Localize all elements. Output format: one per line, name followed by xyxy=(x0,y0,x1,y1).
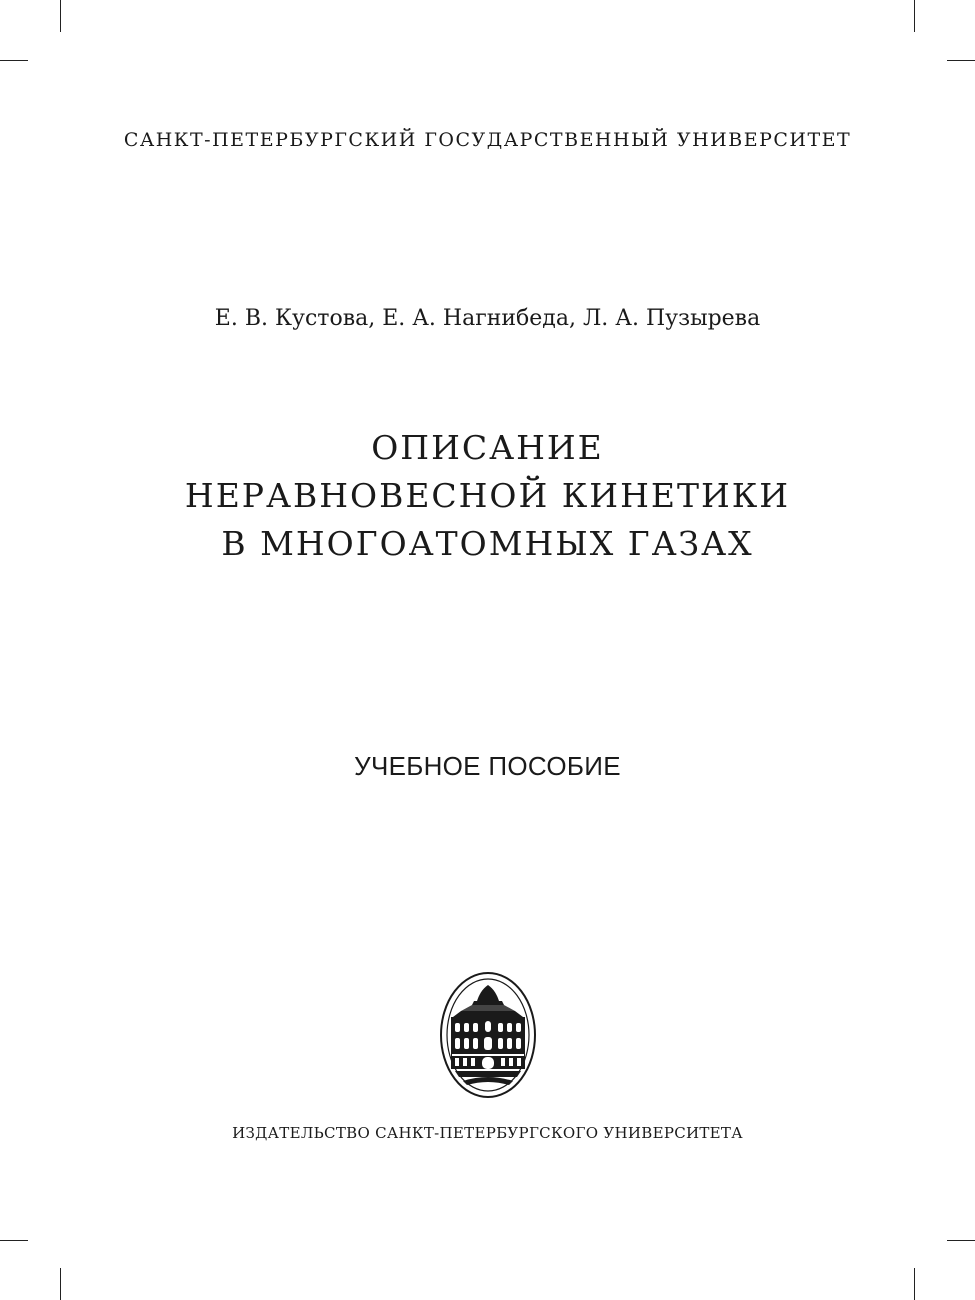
crop-mark-top-right-horizontal xyxy=(947,60,975,61)
authors: Е. В. Кустова, Е. А. Нагнибеда, Л. А. Пузырева xyxy=(214,306,761,331)
title-line-2: НЕРАВНОВЕСНОЙ КИНЕТИКИ xyxy=(184,476,791,515)
crop-mark-top-left-vertical xyxy=(60,0,61,32)
crop-mark-top-right-vertical xyxy=(914,0,915,32)
crop-mark-top-left-horizontal xyxy=(0,60,28,61)
crop-mark-bottom-right-vertical xyxy=(914,1268,915,1300)
title-line-1: ОПИСАНИЕ xyxy=(371,428,604,467)
title-line-3: В МНОГОАТОМНЫХ ГАЗАХ xyxy=(221,524,754,563)
crop-mark-bottom-right-horizontal xyxy=(947,1240,975,1241)
crop-mark-bottom-left-vertical xyxy=(60,1268,61,1300)
genre-label: УЧЕБНОЕ ПОСОБИЕ xyxy=(354,751,621,781)
crop-mark-bottom-left-horizontal xyxy=(0,1240,28,1241)
publisher-name: ИЗДАТЕЛЬСТВО САНКТ-ПЕТЕРБУРГСКОГО УНИВЕРСИТЕТА xyxy=(232,1124,743,1142)
university-building-emblem-icon xyxy=(439,971,537,1099)
university-name: САНКТ-ПЕТЕРБУРГСКИЙ ГОСУДАРСТВЕННЫЙ УНИВЕРСИТЕТ xyxy=(123,129,852,151)
book-title xyxy=(0,424,975,568)
